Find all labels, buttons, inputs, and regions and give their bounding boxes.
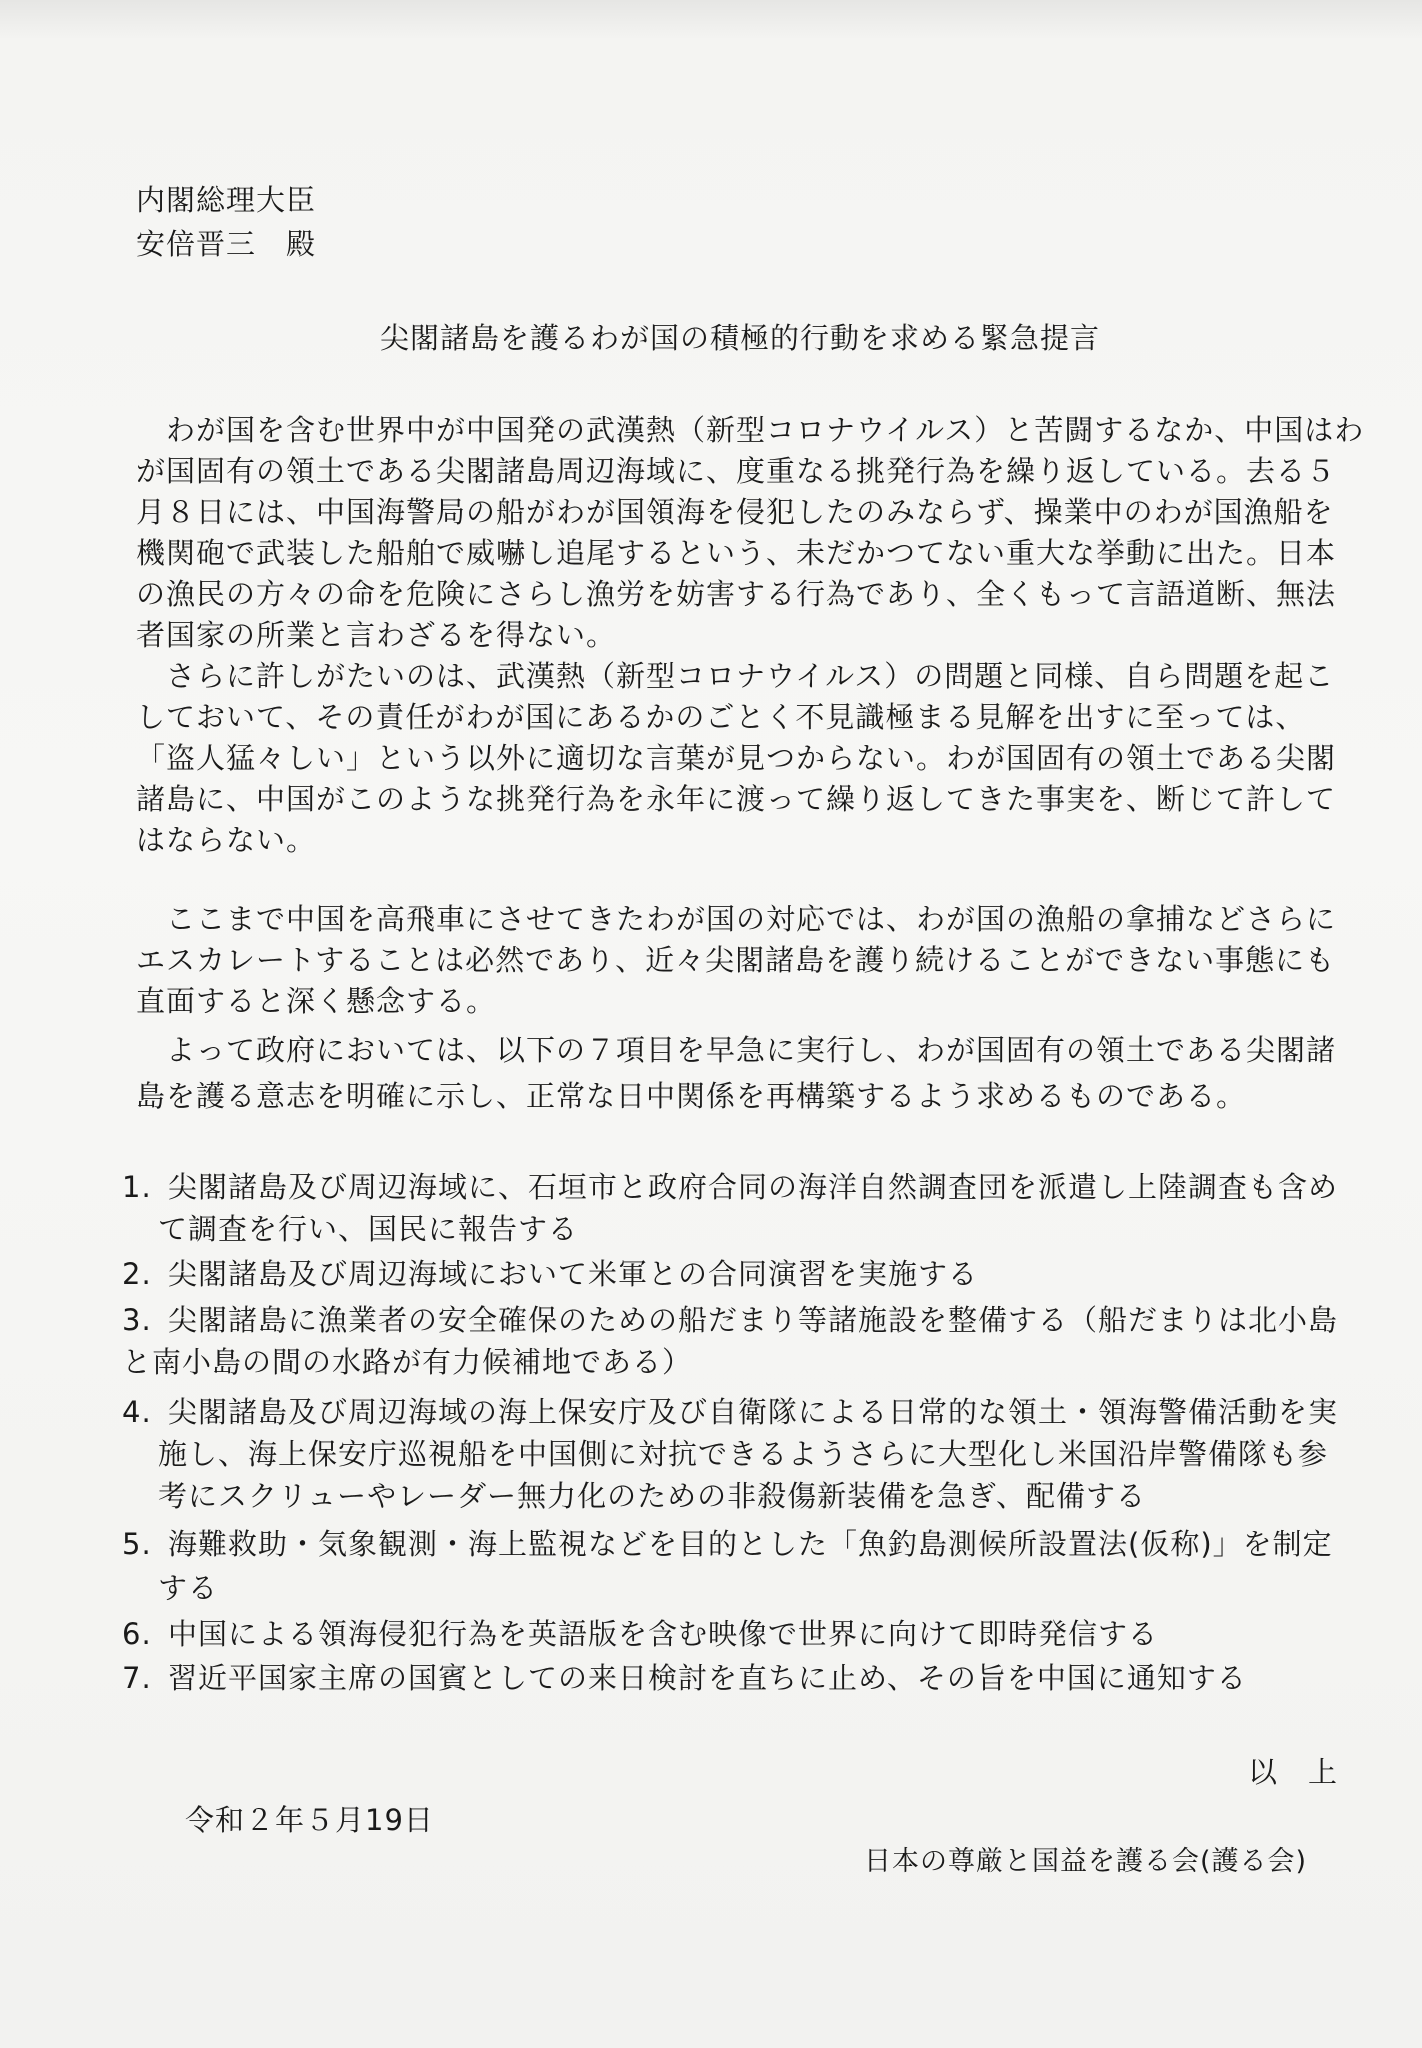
body-line: 機関砲で武装した船舶で威嚇し追尾するという、未だかつてない重大な挙動に出た。日本 [136, 536, 1337, 570]
closing-mark: 以 上 [1248, 1755, 1339, 1789]
body-line: の漁民の方々の命を危険にさらし漁労を妨害する行為であり、全くもって言語道断、無法 [136, 577, 1337, 611]
addressee-name: 安倍晋三 殿 [136, 227, 317, 261]
list-item-number: 4. [122, 1395, 152, 1429]
list-item [122, 1392, 1338, 1432]
body-line: わが国を含む世界中が中国発の武漢熱（新型コロナウイルス）と苦闘するなか、中国はわ [136, 413, 1365, 447]
list-item-continuation: 考にスクリューやレーダー無力化のための非殺傷新装備を急ぎ、配備する [158, 1479, 1146, 1513]
document-date: 令和２年５月19日 [185, 1803, 434, 1837]
body-line: よって政府においては、以下の７項目を早急に実行し、わが国固有の領土である尖閣諸 [136, 1033, 1337, 1067]
body-line: 「盗人猛々しい」という以外に適切な言葉が見つからない。わが国固有の領土である尖閣 [136, 741, 1337, 775]
list-item [122, 1167, 1338, 1207]
body-line: 月８日には、中国海警局の船がわが国領海を侵犯したのみならず、操業中のわが国漁船を [136, 495, 1334, 529]
list-item-number: 1. [122, 1170, 152, 1204]
list-item-number: 5. [122, 1527, 152, 1561]
body-line: 諸島に、中国がこのような挑発行為を永年に渡って繰り返してきた事実を、断じて許して [136, 782, 1337, 816]
body-line: が国固有の領土である尖閣諸島周辺海域に、度重なる挑発行為を繰り返している。去る５ [136, 454, 1337, 488]
list-item-number: 2. [122, 1257, 152, 1291]
body-line: はならない。 [136, 823, 317, 857]
list-item [122, 1524, 1333, 1564]
list-item-number: 7. [122, 1661, 152, 1695]
list-item-text: 中国による領海侵犯行為を英語版を含む映像で世界に向けて即時発信する [168, 1617, 1159, 1651]
list-item-text: 尖閣諸島及び周辺海域の海上保安庁及び自衛隊による日常的な領土・領海警備活動を実 [168, 1395, 1339, 1429]
list-item-text: 尖閣諸島及び周辺海域に、石垣市と政府合同の海洋自然調査団を派遣し上陸調査も含め [168, 1170, 1339, 1204]
list-item-text: 尖閣諸島に漁業者の安全確保のための船だまり等諸施設を整備する（船だまりは北小島 [168, 1303, 1339, 1337]
list-item-text: 海難救助・気象観測・海上監視などを目的とした「魚釣島測候所設置法(仮称)」を制定 [168, 1527, 1333, 1561]
list-item [122, 1254, 978, 1294]
list-item-continuation: て調査を行い、国民に報告する [158, 1212, 579, 1246]
page-shadow [0, 0, 1422, 40]
body-line: 直面すると深く懸念する。 [136, 984, 497, 1018]
list-item [122, 1614, 1158, 1654]
list-item [122, 1658, 1247, 1698]
list-item-number: 6. [122, 1617, 152, 1651]
list-item-text: 習近平国家主席の国賓としての来日検討を直ちに止め、その旨を中国に通知する [168, 1661, 1247, 1695]
list-item-continuation: と南小島の間の水路が有力候補地である） [122, 1345, 693, 1379]
body-line: 者国家の所業と言わざるを得ない。 [136, 618, 617, 652]
list-item-number: 3. [122, 1303, 152, 1337]
body-line: しておいて、その責任がわが国にあるかのごとく不見識極まる見解を出すに至っては、 [136, 700, 1306, 734]
list-item-continuation: 施し、海上保安庁巡視船を中国側に対抗できるようさらに大型化し米国沿岸警備隊も参 [158, 1437, 1329, 1471]
addressee-title: 内閣総理大臣 [136, 183, 317, 217]
body-line: さらに許しがたいのは、武漢熱（新型コロナウイルス）の問題と同様、自ら問題を起こ [136, 659, 1335, 693]
list-item-continuation: する [158, 1571, 219, 1605]
issuing-organization: 日本の尊厳と国益を護る会(護る会) [864, 1846, 1308, 1877]
list-item [122, 1300, 1338, 1340]
body-line: エスカレートすることは必然であり、近々尖閣諸島を護り続けることができない事態にも [136, 943, 1336, 977]
body-line: 島を護る意志を明確に示し、正常な日中関係を再構築するよう求めるものである。 [136, 1079, 1247, 1113]
list-item-text: 尖閣諸島及び周辺海域において米軍との合同演習を実施する [168, 1257, 979, 1291]
document-heading: 尖閣諸島を護るわが国の積極的行動を求める緊急提言 [380, 321, 1101, 355]
body-line: ここまで中国を高飛車にさせてきたわが国の対応では、わが国の漁船の拿捕などさらに [136, 902, 1337, 936]
